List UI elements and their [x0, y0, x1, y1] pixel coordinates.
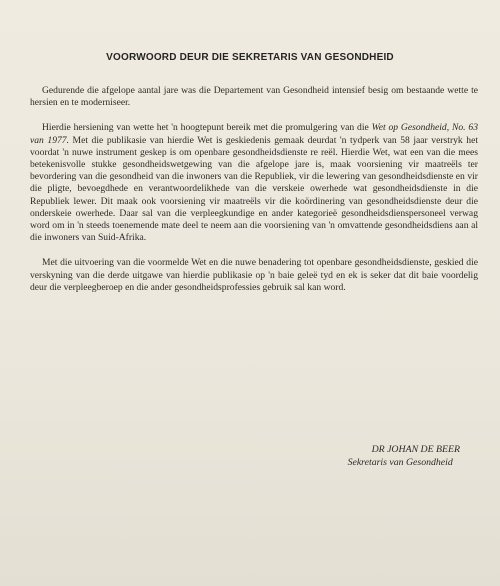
paragraph-1	[30, 85, 478, 109]
paragraph-3-text: Met die uitvoering van die voormelde Wet en die nuwe benadering tot openbare gesondheidsdienste, geskied die verskyning van die derde uitgawe van hierdie publikasie op 'n baie geleë tyd en ek is seker dat dit baie voordelig deur die verpleegberoep en die ander gesondheidsprofessies gebruik sal kan word.	[30, 257, 478, 293]
body-text	[30, 85, 478, 307]
signatory-role: Sekretaris van Gesondheid	[347, 457, 453, 468]
paragraph-3	[30, 257, 478, 294]
signature-block	[348, 443, 460, 469]
signatory-name: DR JOHAN DE BEER	[371, 444, 460, 455]
paragraph-2	[30, 122, 478, 244]
page-title: VOORWOORD DEUR DIE SEKRETARIS VAN GESONDHEID	[106, 52, 394, 63]
paragraph-2-text-b: Met die publikasie van hierdie Wet is geskiedenis gemaak deurdat 'n tydperk van 58 jaar verstryk het voordat 'n nuwe instrument geskep is om openbare gesondheidsdienste re reël. Hierdie Wet, wat een van die mees betekenisvolle stukke gesondheidswetgewing van die afgelope jare is, maak voorsiening vir maatreëls ter bevordering van die gesondheid van die inwoners van die Republiek, vir die lewering van gesondheidsdienste en vir die pligte, bevoegdhede en verantwoordelikhede van die verskeie owerhede wat gesondheidsdienste in die Republiek lewer. Dit maak ook voorsiening vir maatreëls vir die koördinering van gesondheidsdienste deur die onderskeie owerhede. Daar sal van die verpleegkundige en ander kategorieë gesondheidsdienspersoneel verwag word om in 'n steeds toenemende mate deel te neem aan die voorsiening van 'n omvattende gesondheidsdiens aan al die inwoners van Suid-Afrika.	[30, 134, 478, 244]
paragraph-2-text-a: Hierdie hersiening van wette het 'n hoogtepunt bereik met die promulgering van die	[42, 122, 372, 134]
paragraph-1-text: Gedurende die afgelope aantal jare was die Departement van Gesondheid intensief besig om bestaande wette te hersien en te moderniseer.	[30, 85, 478, 109]
act-title: Wet op Gesondheid, No. 63 van 1977.	[30, 122, 479, 146]
